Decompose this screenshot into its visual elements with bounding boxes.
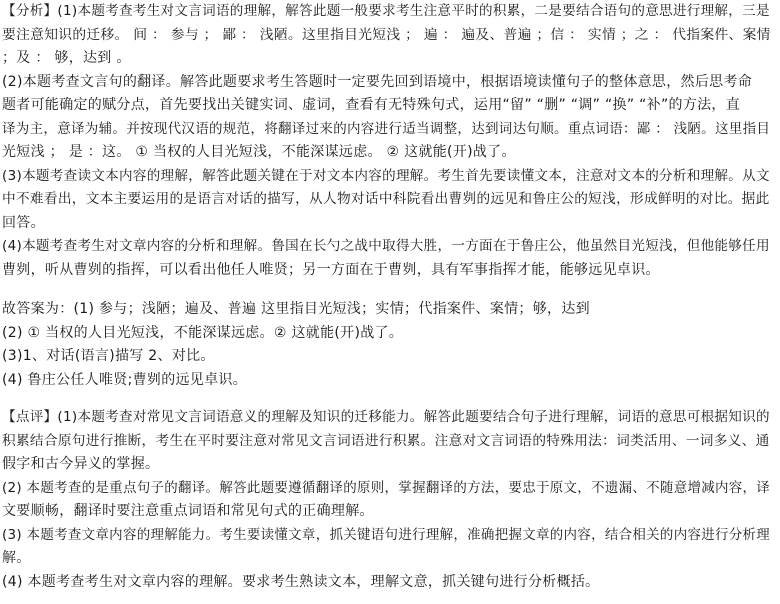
review-line: (4) 本题考查考生对文章内容的理解。要求考生熟读文本，理解文意，抓关键句进行分析概括。 bbox=[2, 573, 600, 590]
review-line: 解。 bbox=[2, 550, 31, 566]
review-line: 积累结合原句进行推断，考生在平时要注意对常见文言词语进行积累。注意对文言词语的特殊用法：词类活用、一词多义、通 bbox=[2, 432, 770, 449]
analysis-line: 中不难看出，文本主要运用的是语言对话的描写，从人物对话中科院看出曹刿的远见和鲁庄公的短浅，形成鲜明的对比。据此 bbox=[2, 191, 770, 207]
answer-line: (4) 鲁庄公任人唯贤;曹刿的远见卓识。 bbox=[2, 371, 247, 388]
review-line: 文要顺畅，翻译时要注意重点词语和常见句式的正确理解。 bbox=[2, 503, 374, 519]
analysis-line: (2)本题考查文言句的翻译。解答此题要求考生答题时一定要先回到语境中，根据语境读懂句子的整体意思，然后思考命 bbox=[2, 73, 753, 90]
analysis-line: 【分析】(1)本题考查考生对文言词语的理解，解答此题一般要求考生注意平时的积累，二是要结合语句的意思进行理解，三是 bbox=[2, 3, 770, 19]
review-line: (2) 本题考查的是重点句子的翻译。解答此题要遵循翻译的原则，掌握翻译的方法，要忠于原文，不遗漏、不随意增减内容，译 bbox=[2, 479, 771, 496]
review-line: (3) 本题考查文章内容的理解能力。考生要读懂文章，抓关键语句进行理解，准确把握文章的内容，结合相关的内容进行分析理 bbox=[2, 526, 771, 543]
document bbox=[2, 0, 778, 594]
answer-line: (3)1、对话(语言)描写 2、对比。 bbox=[2, 348, 215, 364]
analysis-line: ；及 ： 够，达到 。 bbox=[2, 50, 131, 66]
review-line: 假字和古今异义的掌握。 bbox=[2, 456, 160, 472]
section-spacer bbox=[2, 392, 778, 406]
answer-section bbox=[2, 298, 778, 392]
analysis-section bbox=[2, 0, 778, 282]
analysis-line: 题者可能确定的赋分点，首先要找出关键实词、虚词，查看有无特殊句式，运用“留” “删” “调” “换” “补”的方法，直 bbox=[2, 97, 741, 113]
review-section bbox=[2, 406, 778, 594]
analysis-line: 光短浅 ； 是 ：这。 ① 当权的人目光短浅，不能深谋远虑。 ② 这就能(开)战了。 bbox=[2, 144, 516, 160]
analysis-line: (4)本题考查考生对文章内容的分析和理解。鲁国在长勺之战中取得大胜，一方面在于鲁庄公，他虽然目光短浅，但他能够任用 bbox=[2, 238, 770, 254]
analysis-line: 译为主，意译为辅。并按现代汉语的规范，将翻译过来的内容进行适当调整，达到词达句顺。重点词语：鄙 ： 浅陋。这里指目 bbox=[2, 120, 771, 137]
analysis-line: (3)本题考查读文本内容的理解，解答此题关键在于对文本内容的理解。考生首先要读懂文本，注意对文本的分析和理解。从文 bbox=[2, 167, 770, 184]
answer-line: (2) ① 当权的人目光短浅，不能深谋远虑。② 这就能(开)战了。 bbox=[2, 324, 404, 341]
answer-line: 故答案为：(1) 参与；浅陋；遍及、普遍 这里指目光短浅；实情；代指案件、案情；够，达到 bbox=[2, 301, 590, 317]
analysis-line: 回答。 bbox=[2, 214, 45, 231]
analysis-line: 曹刿，听从曹刿的指挥，可以看出他任人唯贤；另一方面在于曹刿，具有军事指挥才能，能够远见卓识。 bbox=[2, 261, 660, 278]
review-line: 【点评】(1)本题考查对常见文言词语意义的理解及知识的迁移能力。解答此题要结合句子进行理解，词语的意思可根据知识的 bbox=[2, 409, 770, 425]
section-spacer bbox=[2, 282, 778, 298]
analysis-line: 要注意知识的迁移。 间 ： 参与 ； 鄙 ： 浅陋。这里指目光短浅 ； 遍 ： 遍及、普遍 ；信 ： 实情 ；之 ： 代指案件、案情 bbox=[2, 26, 771, 43]
